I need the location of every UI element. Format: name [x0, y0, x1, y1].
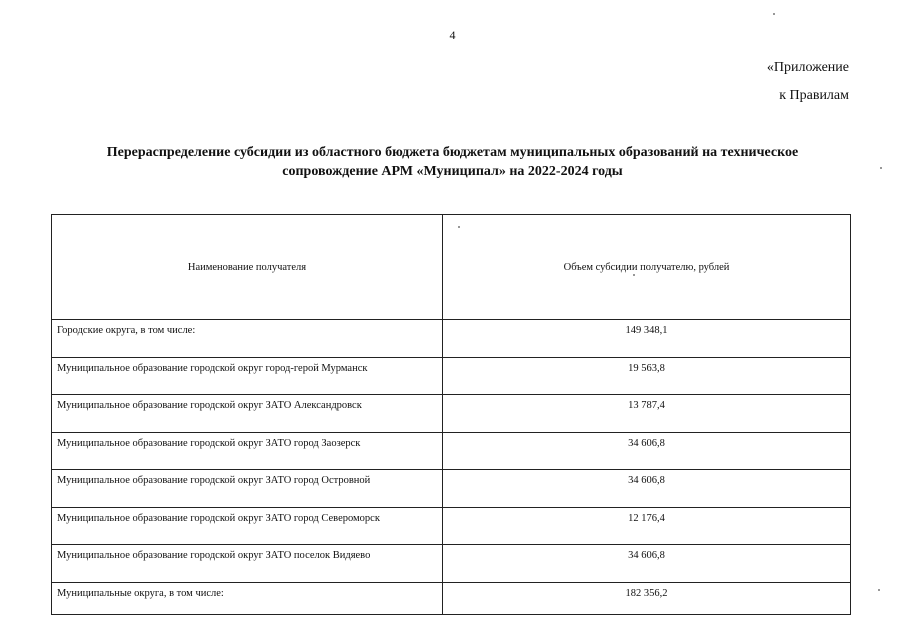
- subsidy-amount: 12 176,4: [443, 507, 851, 545]
- page-number: 4: [449, 28, 456, 42]
- appendix-label: «Приложение: [766, 60, 849, 75]
- recipient-name: Муниципальное образование городской округ ЗАТО город Североморск: [52, 507, 443, 545]
- subsidy-amount: 34 606,8: [443, 432, 851, 470]
- recipient-name: Муниципальное образование городской округ ЗАТО Александровск: [52, 395, 443, 433]
- recipient-name: Муниципальное образование городской округ город-герой Мурманск: [52, 357, 443, 395]
- scan-speck: [773, 13, 775, 15]
- recipient-name: Муниципальное образование городской округ ЗАТО город Заозерск: [52, 432, 443, 470]
- subsidy-amount: 13 787,4: [443, 395, 851, 433]
- appendix-reference: к Правилам: [779, 88, 849, 103]
- subsidy-amount: 19 563,8: [443, 357, 851, 395]
- table-row: [52, 395, 851, 433]
- table-row: [52, 545, 851, 583]
- subsidy-amount: 34 606,8: [443, 470, 851, 508]
- scan-speck: [458, 226, 460, 228]
- subsidy-amount: 149 348,1: [443, 320, 851, 358]
- scan-speck: [880, 167, 882, 169]
- recipient-name: Муниципальное образование городской округ ЗАТО город Островной: [52, 470, 443, 508]
- document-title: Перераспределение субсидии из областного бюджета бюджетам муниципальных образований на техническое сопровождение АРМ «Муниципал» на 2022-2024 годы: [106, 145, 799, 179]
- subsidy-table: [51, 214, 851, 615]
- table-row: [52, 582, 851, 614]
- scan-speck: [878, 589, 880, 591]
- recipient-name: Муниципальные округа, в том числе:: [52, 582, 443, 614]
- table-row: [52, 507, 851, 545]
- table-row: [52, 470, 851, 508]
- recipient-name: Городские округа, в том числе:: [52, 320, 443, 358]
- subsidy-amount: 182 356,2: [443, 582, 851, 614]
- table-header-row: [52, 215, 851, 320]
- table-row: [52, 320, 851, 358]
- recipient-name: Муниципальное образование городской округ ЗАТО поселок Видяево: [52, 545, 443, 583]
- header-amount: Объем субсидии получателю, рублей: [443, 215, 851, 320]
- scan-speck: [633, 274, 635, 276]
- table-row: [52, 432, 851, 470]
- table-row: [52, 357, 851, 395]
- subsidy-amount: 34 606,8: [443, 545, 851, 583]
- header-recipient: Наименование получателя: [52, 215, 443, 320]
